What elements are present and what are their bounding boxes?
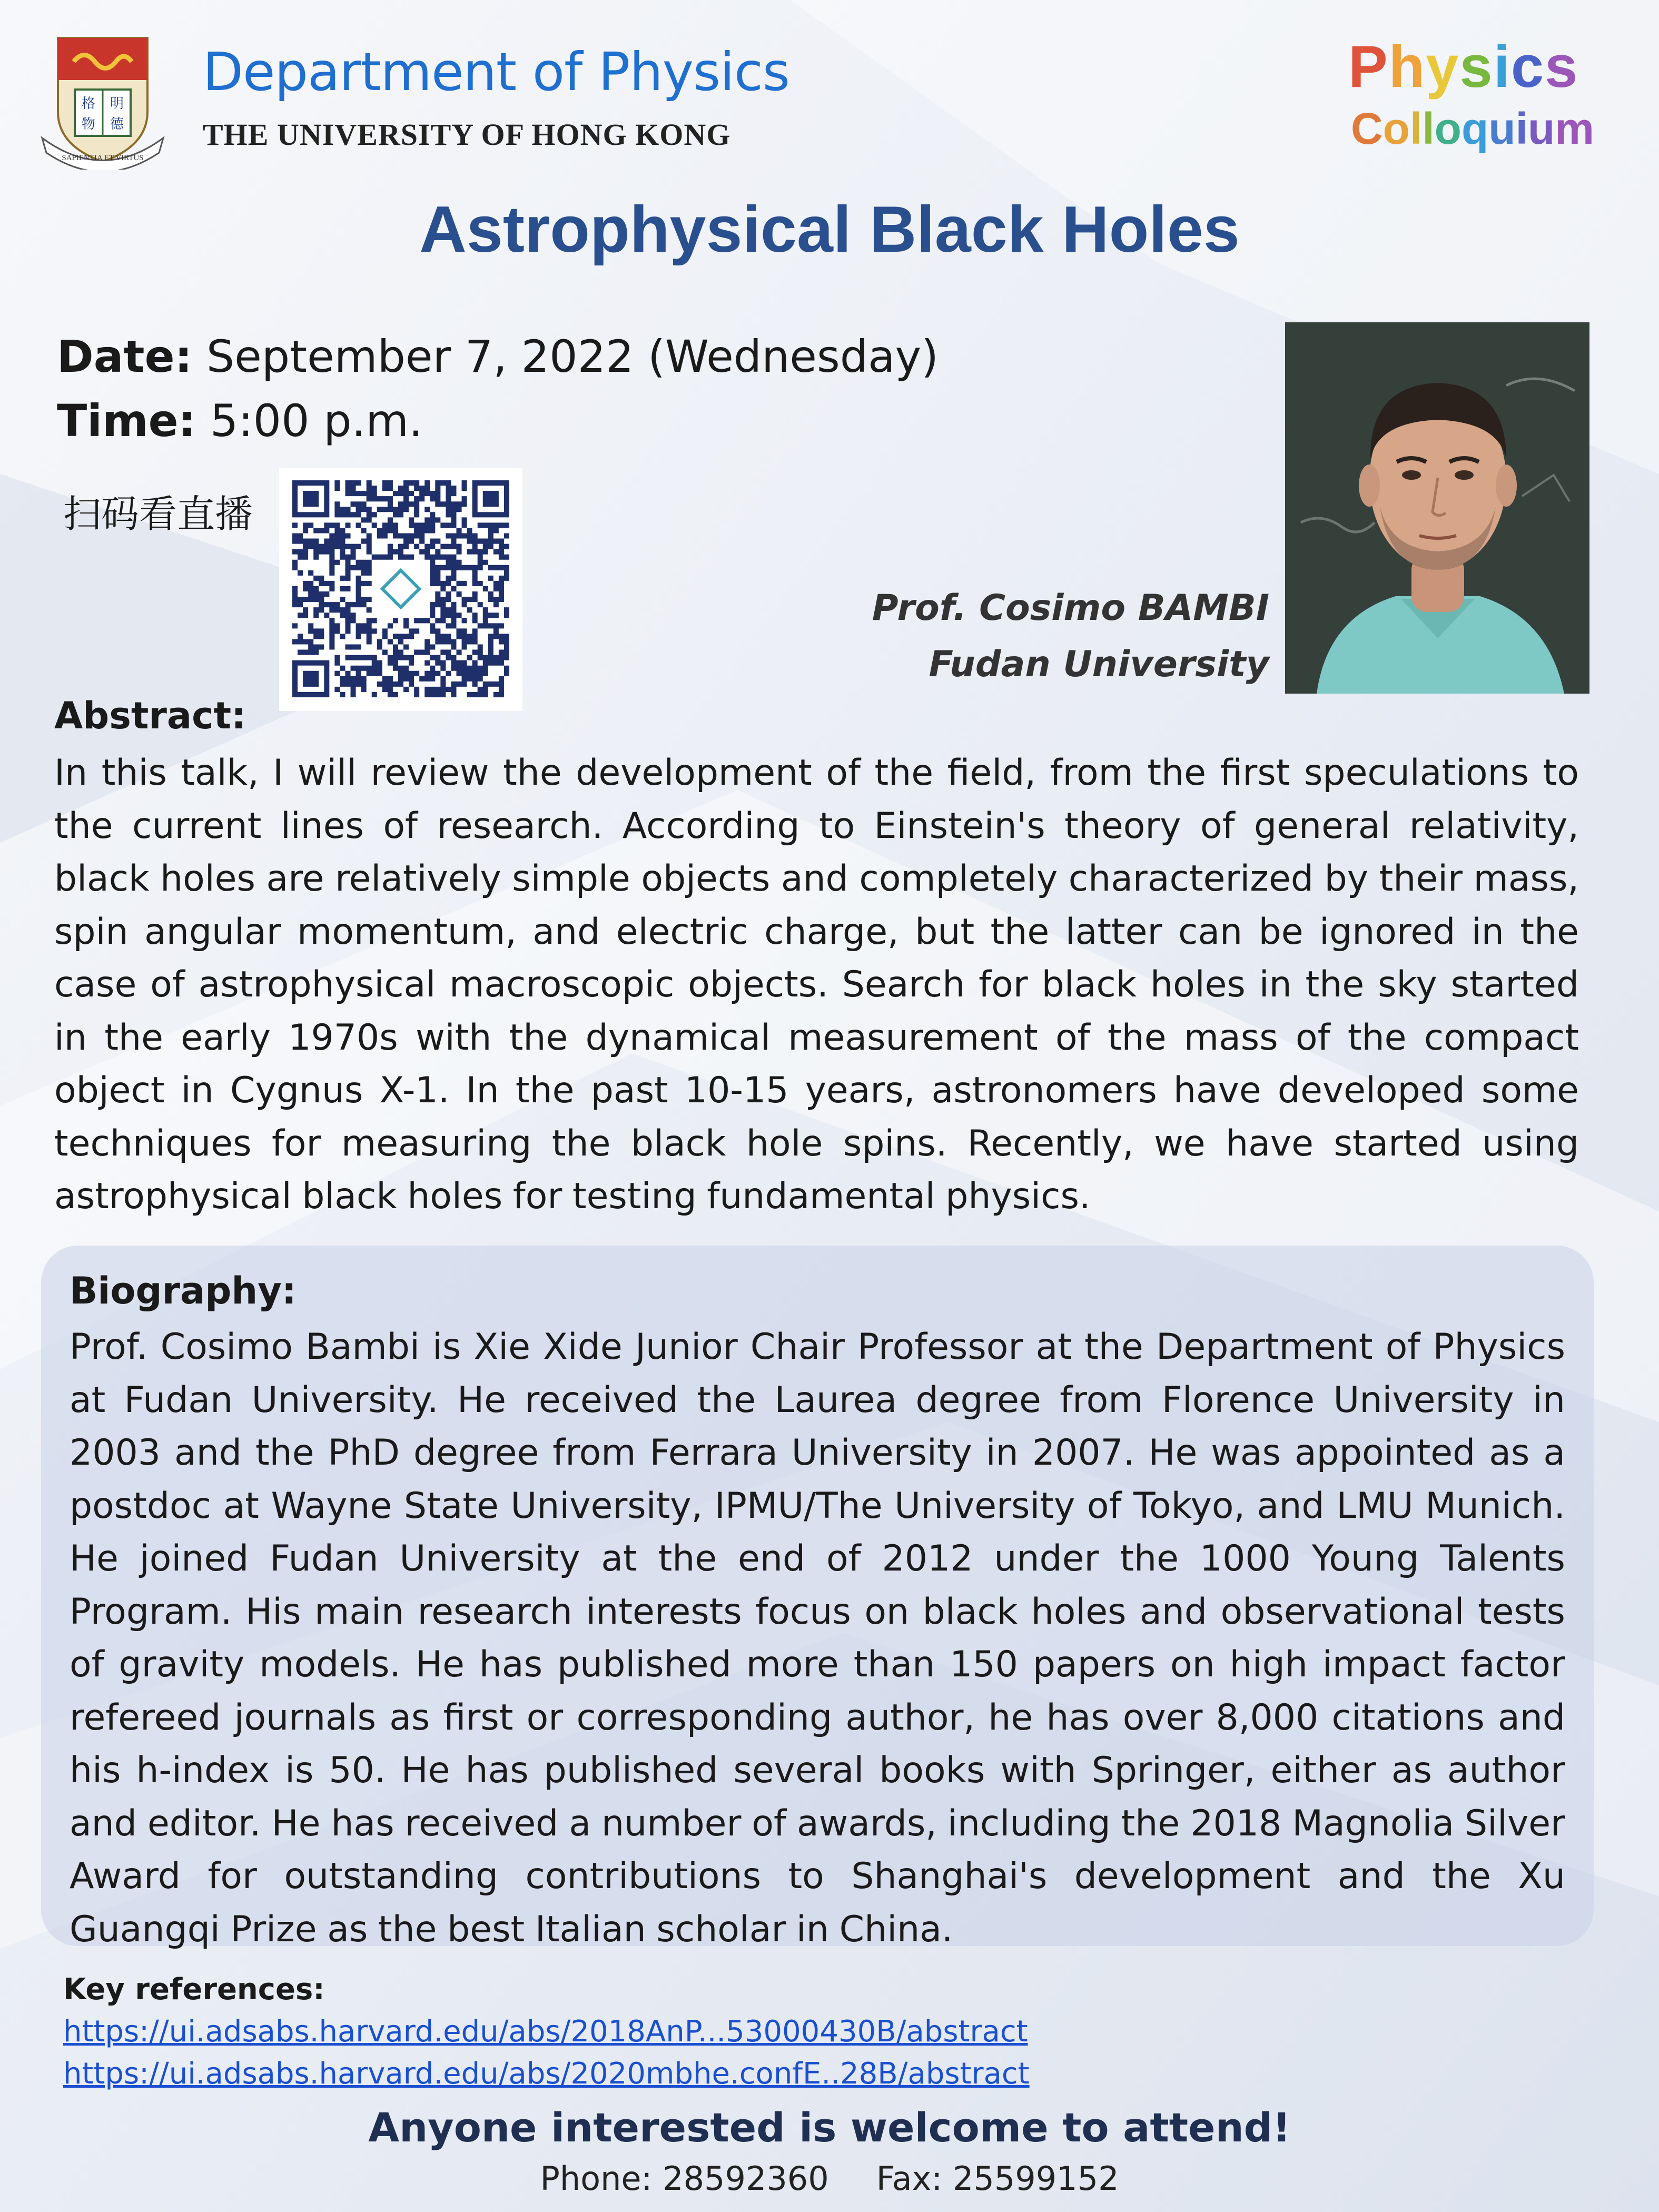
colloquium-logo-letter: u: [1488, 104, 1516, 153]
abstract-heading: Abstract:: [54, 694, 246, 737]
time-line: [57, 395, 423, 447]
welcome-message: Anyone interested is welcome to attend!: [368, 2104, 1291, 2151]
colloquium-logo-letter: o: [1434, 104, 1461, 153]
fax-number: Fax: 25599152: [876, 2159, 1119, 2198]
speaker-photo: [1285, 322, 1589, 694]
contact-line: [0, 2159, 1659, 2198]
reference-link-1[interactable]: https://ui.adsabs.harvard.edu/abs/2018AnP...53000430B/abstract: [63, 2014, 1028, 2049]
reference-link-2[interactable]: https://ui.adsabs.harvard.edu/abs/2020mbhe.confE..28B/abstract: [63, 2057, 1030, 2091]
speaker-name: Prof. Cosimo BAMBI: [872, 587, 1269, 629]
colloquium-logo-letter: m: [1555, 104, 1594, 153]
physics-logo-letter: h: [1388, 34, 1426, 100]
physics-logo-letter: y: [1426, 34, 1460, 100]
hku-crest-icon: [37, 33, 169, 170]
physics-logo-letter: i: [1493, 34, 1511, 100]
speaker-affiliation: Fudan University: [929, 644, 1269, 685]
references-heading: Key references:: [63, 1972, 325, 2007]
time-value: 5:00 p.m.: [196, 395, 423, 447]
talk-title: Astrophysical Black Holes: [419, 193, 1240, 266]
date-value: September 7, 2022 (Wednesday): [192, 331, 939, 382]
svg-text:格: 格: [81, 96, 96, 112]
date-label: Date:: [57, 331, 193, 382]
colloquium-logo-letter: i: [1515, 104, 1528, 153]
physics-logo-letter: s: [1459, 34, 1494, 100]
colloquium-logo-letter: l: [1422, 104, 1435, 153]
colloquium-logo-letter: q: [1461, 104, 1489, 153]
phone-number: Phone: 28592360: [540, 2159, 829, 2198]
physics-logo-letter: P: [1348, 34, 1389, 100]
svg-text:德: 德: [110, 116, 124, 132]
qr-code-icon[interactable]: [292, 480, 509, 697]
university-name: THE UNIVERSITY OF HONG KONG: [203, 117, 731, 152]
department-name: Department of Physics: [203, 41, 789, 103]
time-label: Time:: [57, 395, 196, 447]
svg-text:明: 明: [110, 96, 124, 112]
colloquium-logo-letter: l: [1409, 104, 1423, 153]
colloquium-logo-letter: C: [1351, 104, 1383, 153]
colloquium-logo-word: [1351, 103, 1594, 154]
physics-logo-word: [1348, 33, 1578, 101]
biography-heading: Biography:: [70, 1269, 297, 1312]
physics-logo-letter: c: [1510, 34, 1545, 100]
colloquium-logo-letter: u: [1527, 104, 1555, 153]
colloquium-logo-letter: o: [1382, 104, 1410, 153]
svg-text:物: 物: [81, 116, 96, 132]
date-line: [57, 331, 939, 382]
physics-logo-letter: s: [1545, 34, 1579, 100]
biography-body: Prof. Cosimo Bambi is Xie Xide Junior Chair Professor at the Department of Physics at Fudan University. He received the Laurea degree from Florence University in 2003 and the PhD degree from Ferrara University in 2007. He was appointed as a postdoc at Wayne State University, IPMU/The University of Tokyo, and LMU Munich. He joined Fudan University at the end of 2012 under the 1000 Young Talents Program. His main research interests focus on black holes and observational tests of gravity models. He has published more than 150 papers on high impact factor refereed journals as first or corresponding author, he has over 8,000 citations and his h-index is 50. He has published several books with Springer, either as author and editor. He has received a number of awards, including the 2018 Magnolia Silver Award for outstanding contributions to Shanghai's development and the Xu Guangqi Prize as the best Italian scholar in China.: [70, 1326, 1565, 1950]
svg-text:SAPIENTIA ET VIRTUS: SAPIENTIA ET VIRTUS: [62, 154, 144, 162]
live-stream-label: 扫码看直播: [63, 492, 253, 536]
abstract-body: In this talk, I will review the development of the field, from the first speculations to the current lines of research. According to Einstein's theory of general relativity, black holes are relatively simple objects and completely characterized by their mass, spin angular momentum, and electric charge, but the latter can be ignored in the case of astrophysical macroscopic objects. Search for black holes in the sky started in the early 1970s with the dynamical measurement of the mass of the compact object in Cygnus X-1. In the past 10-15 years, astronomers have developed some techniques for measuring the black hole spins. Recently, we have started using astrophysical black holes for testing fundamental physics.: [54, 752, 1579, 1217]
